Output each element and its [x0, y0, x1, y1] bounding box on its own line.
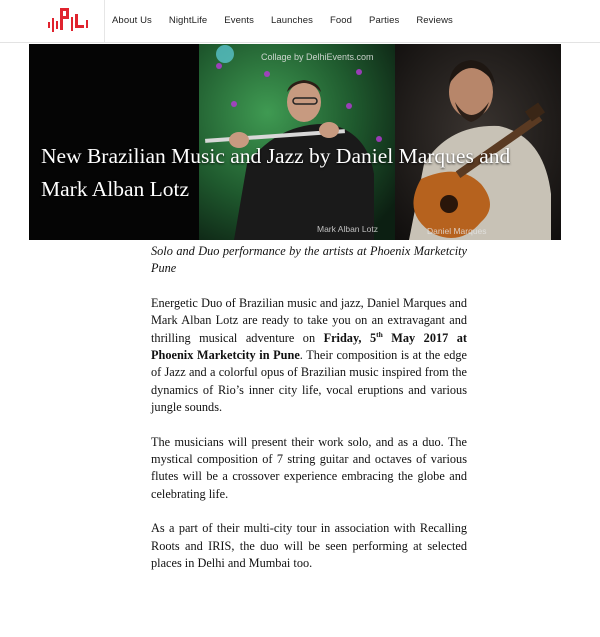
event-date-suffix: th	[376, 329, 383, 339]
article-subtitle: Solo and Duo performance by the artists at Phoenix Marketcity Pune	[151, 244, 467, 276]
main-nav	[112, 0, 470, 40]
p1-text-end: . Their composition is at the edge of Jazz and a colorful opus of Brazilian music inspired from the dynamics of Rio’s inner city life, vocal eruptions and various jungle sounds.	[151, 348, 467, 415]
article-paragraph-1	[151, 295, 467, 417]
site-header	[0, 0, 600, 44]
nav-launches[interactable]: Launches	[270, 14, 313, 26]
nav-food[interactable]: Food	[329, 14, 353, 26]
nav-parties[interactable]: Parties	[369, 14, 400, 26]
event-date-prefix: Friday, 5	[323, 330, 377, 345]
page-title: New Brazilian Music and Jazz by Daniel Marques and Mark Alban Lotz	[41, 144, 511, 201]
p1-text-start: Energetic Duo of Brazilian music and jazz, Daniel Marques and Mark Alban Lotz are ready to take you on an extravagant and thrilling musical adventure on	[151, 295, 467, 345]
image-caption-right: Daniel Marques	[427, 226, 487, 236]
nav-reviews[interactable]: Reviews	[416, 14, 453, 26]
hero-banner	[29, 44, 561, 240]
nav-about-us[interactable]: About Us	[112, 14, 152, 26]
article-paragraph-3: As a part of their multi-city tour in association with Recalling Roots and IRIS, the duo will be seen performing at selected places in Delhi and Mumbai too.	[151, 521, 467, 571]
header-divider	[104, 0, 105, 42]
image-watermark: Collage by DelhiEvents.com	[261, 52, 374, 62]
header-border	[0, 42, 600, 43]
image-caption-left: Mark Alban Lotz	[317, 224, 378, 234]
nav-events[interactable]: Events	[224, 14, 254, 26]
event-date-rest: May 2017 at Phoenix Marketcity in Pune	[151, 330, 468, 363]
article-body	[151, 243, 467, 590]
article-paragraph-2: The musicians will present their work solo, and as a duo. The mystical composition of 7 string guitar and octaves of various flutes will be a crossover experience embracing the globe and celebrating life.	[151, 434, 467, 501]
nav-nightlife[interactable]: NightLife	[168, 14, 208, 26]
pnl-logo[interactable]	[46, 4, 90, 36]
